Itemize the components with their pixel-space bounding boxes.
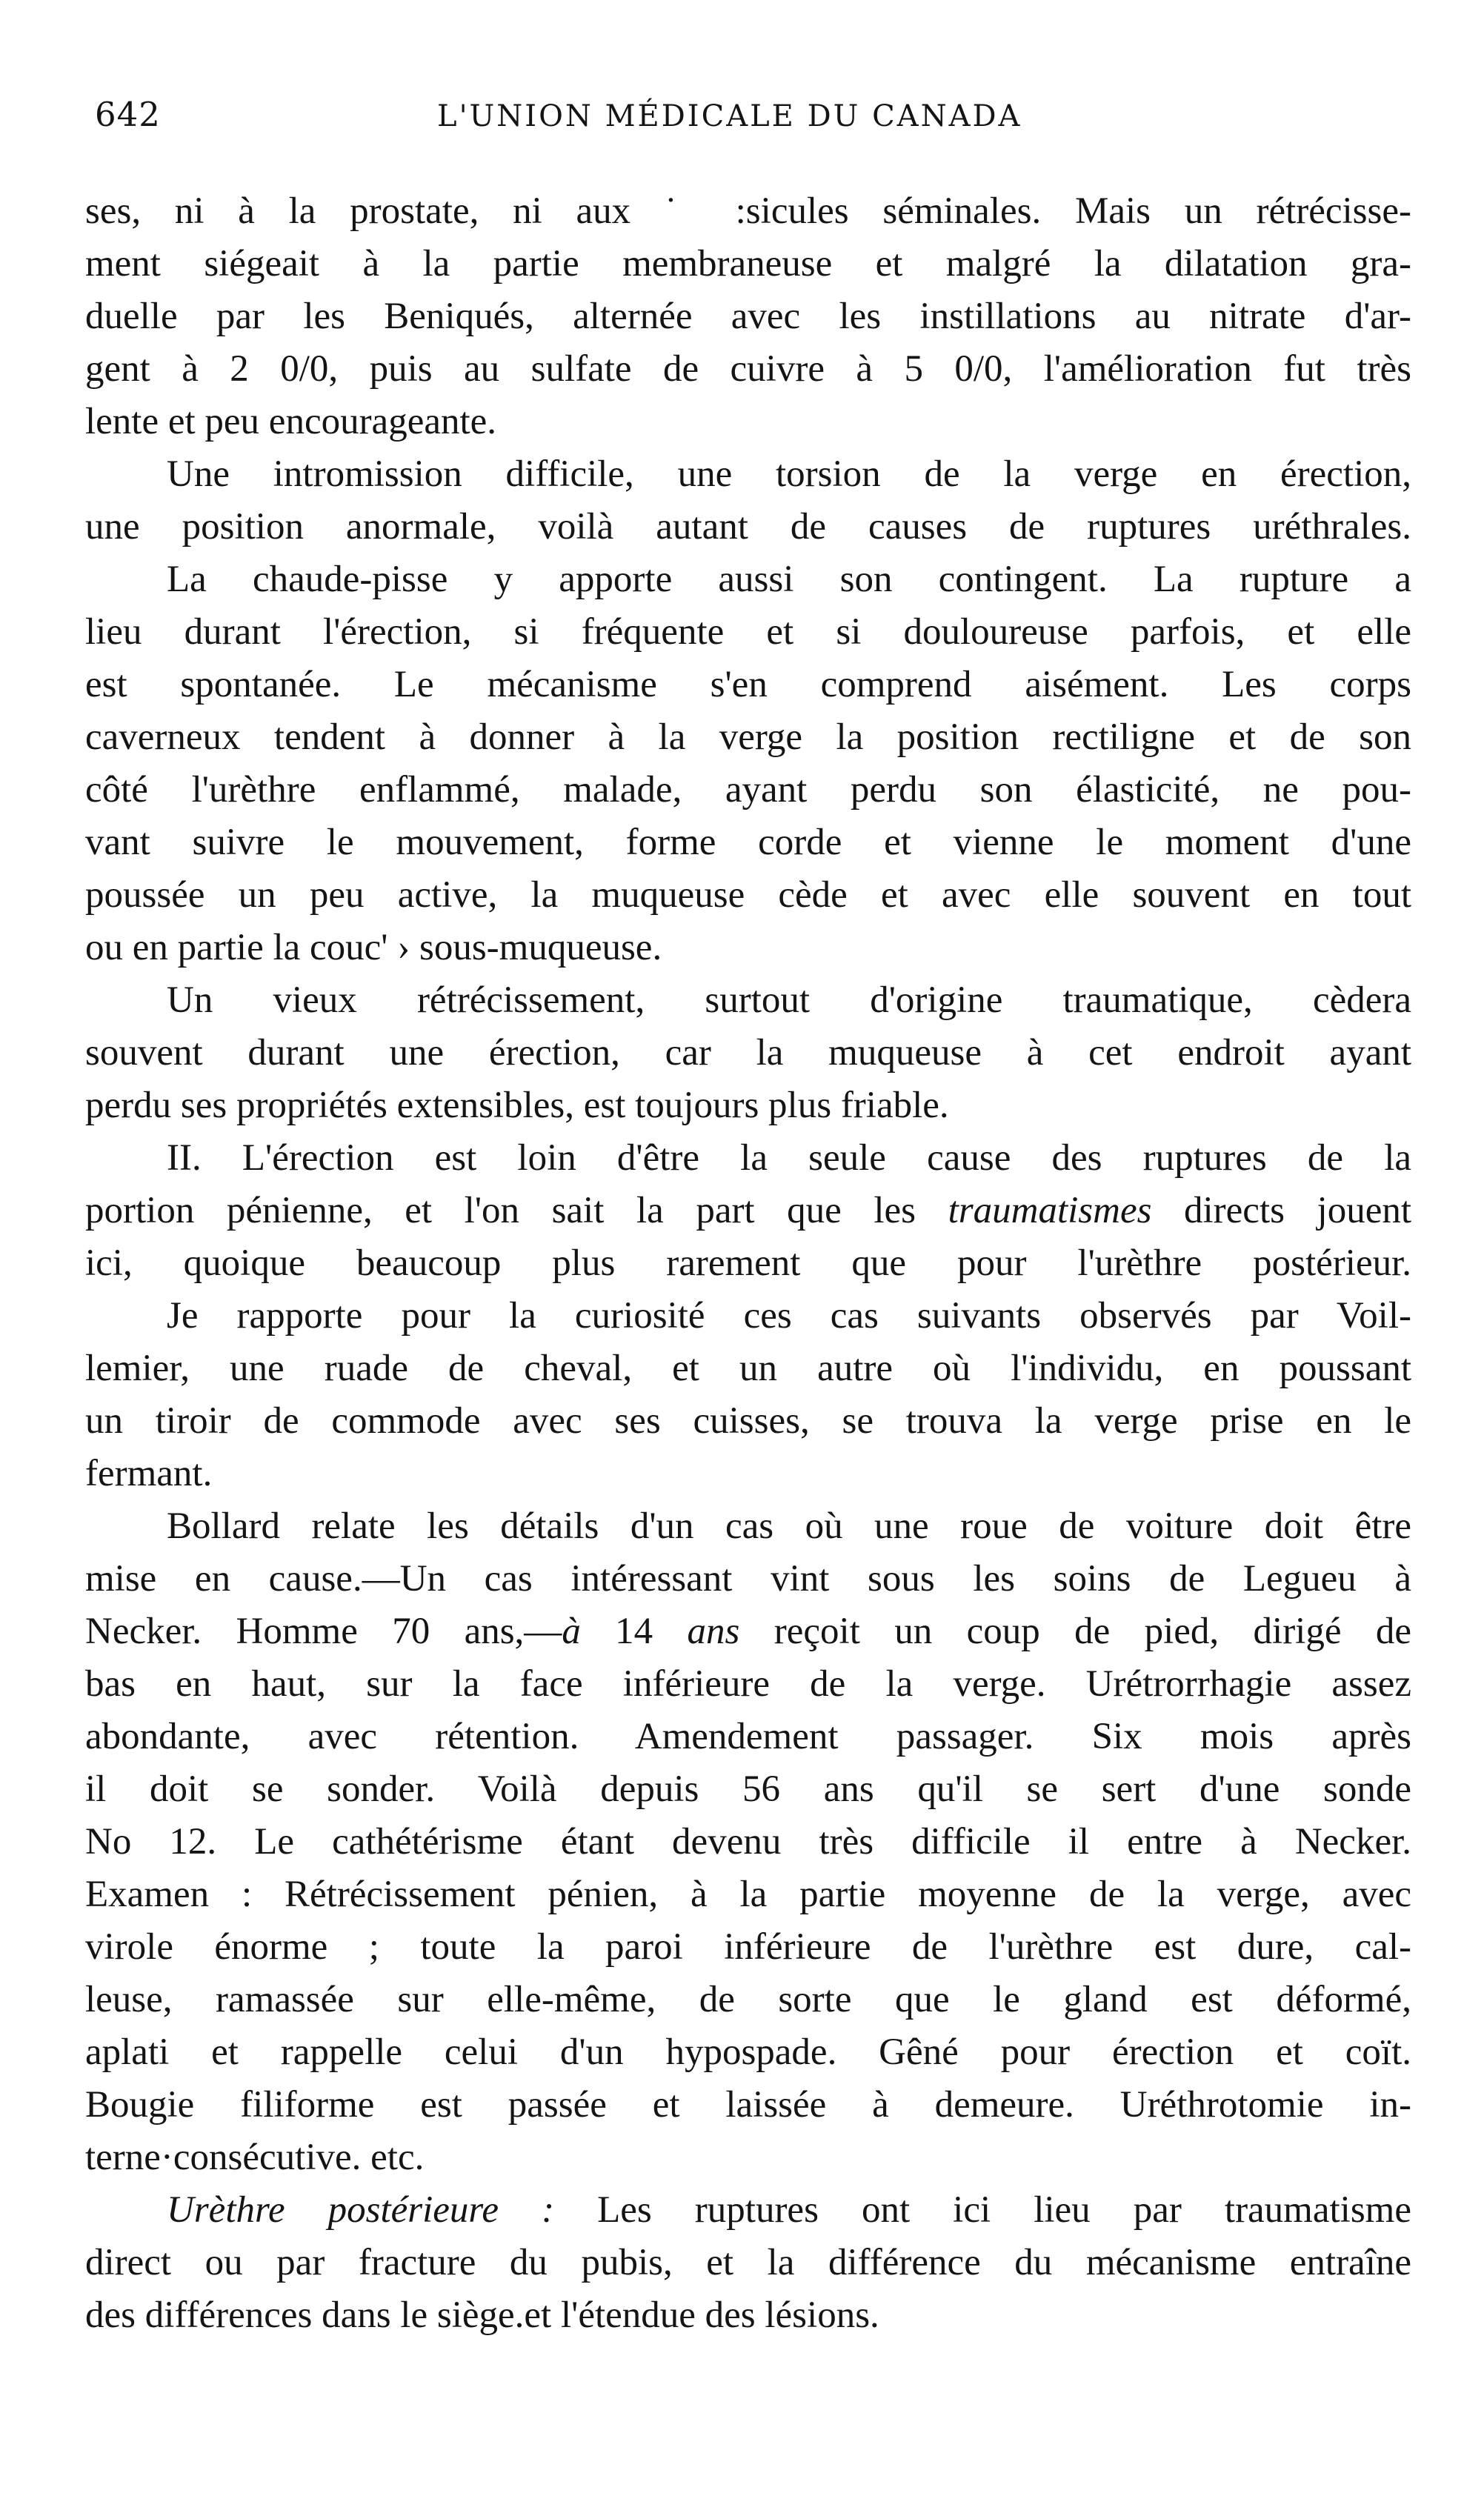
text-line: terne·consécutive. etc. bbox=[85, 2137, 425, 2178]
text-line: direct ou par fracture du pubis, et la différence du mécanisme entraîne bbox=[85, 2242, 1411, 2283]
text-line: ses, ni à la prostate, ni aux ˙ :sicules séminales. Mais un rétrécisse- bbox=[85, 190, 1411, 232]
page-number: 642 bbox=[95, 95, 161, 134]
text-line: souvent durant une érection, car la muqueuse à cet endroit ayant bbox=[85, 1032, 1411, 1074]
text-line: est spontanée. Le mécanisme s'en comprend aisément. Les corps bbox=[85, 664, 1411, 705]
italic-text: Urèthre postérieure : bbox=[167, 2189, 555, 2231]
text-line: ment siégeait à la partie membraneuse et malgré la dilatation gra- bbox=[85, 243, 1411, 284]
text-line: vant suivre le mouvement, forme corde et vienne le moment d'une bbox=[85, 822, 1411, 863]
text-line: leuse, ramassée sur elle-même, de sorte que le gland est déformé, bbox=[85, 1979, 1411, 2020]
text-line: une position anormale, voilà autant de causes de ruptures uréthrales. bbox=[85, 506, 1411, 547]
text-line: lemier, une ruade de cheval, et un autre où l'individu, en poussant bbox=[85, 1348, 1411, 1389]
text-line: mise en cause.—Un cas intéressant vint sous les soins de Legueu à bbox=[85, 1558, 1411, 1600]
text-line: il doit se sonder. Voilà depuis 56 ans qu'il se sert d'une sonde bbox=[85, 1768, 1411, 1810]
text-line: Une intromission difficile, une torsion de la verge en érection, bbox=[167, 453, 1411, 495]
italic-text: à bbox=[562, 1611, 581, 1652]
text-line: Necker. Homme 70 ans,—à 14 ans reçoit un coup de pied, dirigé de bbox=[85, 1611, 1411, 1652]
text-line: No 12. Le cathétérisme étant devenu très difficile il entre à Necker. bbox=[85, 1821, 1411, 1863]
text-line: ici, quoique beaucoup plus rarement que pour l'urèthre postérieur. bbox=[85, 1242, 1411, 1284]
text-line: ou en partie la couc' › sous-muqueuse. bbox=[85, 927, 662, 968]
page-header bbox=[89, 95, 1415, 139]
text-line: côté l'urèthre enflammé, malade, ayant perdu son élasticité, ne pou- bbox=[85, 769, 1411, 811]
text-line: portion pénienne, et l'on sait la part que les traumatismes directs jouent bbox=[85, 1190, 1411, 1231]
text-line: Urèthre postérieure : Les ruptures ont ici lieu par traumatisme bbox=[167, 2189, 1411, 2231]
body-text bbox=[85, 185, 1411, 2342]
text-line: caverneux tendent à donner à la verge la position rectiligne et de son bbox=[85, 716, 1411, 758]
text-line: Examen : Rétrécissement pénien, à la partie moyenne de la verge, avec bbox=[85, 1874, 1411, 1915]
italic-text: ans bbox=[687, 1611, 740, 1652]
italic-text: traumatismes bbox=[948, 1190, 1152, 1231]
text-line: virole énorme ; toute la paroi inférieure de l'urèthre est dure, cal- bbox=[85, 1926, 1411, 1968]
text-line: aplati et rappelle celui d'un hypospade. Gêné pour érection et coït. bbox=[85, 2031, 1411, 2073]
text-line: abondante, avec rétention. Amendement passager. Six mois après bbox=[85, 1716, 1411, 1757]
text-line: un tiroir de commode avec ses cuisses, se trouva la verge prise en le bbox=[85, 1400, 1411, 1442]
text-line: Bougie filiforme est passée et laissée à demeure. Uréthrotomie in- bbox=[85, 2084, 1411, 2126]
text-line: lieu durant l'érection, si fréquente et si douloureuse parfois, et elle bbox=[85, 611, 1411, 653]
text-line: La chaude-pisse y apporte aussi son contingent. La rupture a bbox=[167, 559, 1411, 600]
text-line: II. L'érection est loin d'être la seule cause des ruptures de la bbox=[167, 1137, 1411, 1179]
text-line: lente et peu encourageante. bbox=[85, 401, 497, 442]
text-line: duelle par les Beniqués, alternée avec les instillations au nitrate d'ar- bbox=[85, 296, 1411, 337]
text-line: poussée un peu active, la muqueuse cède et avec elle souvent en tout bbox=[85, 874, 1411, 916]
text-line: Un vieux rétrécissement, surtout d'origine traumatique, cèdera bbox=[167, 979, 1411, 1021]
text-line: des différences dans le siège.et l'étendue des lésions. bbox=[85, 2294, 879, 2336]
text-line: Je rapporte pour la curiosité ces cas suivants observés par Voil- bbox=[167, 1295, 1411, 1337]
running-title: L'UNION MÉDICALE DU CANADA bbox=[437, 99, 1022, 133]
text-line: bas en haut, sur la face inférieure de la verge. Urétrorrhagie assez bbox=[85, 1663, 1411, 1705]
text-line: fermant. bbox=[85, 1453, 213, 1494]
text-line: perdu ses propriétés extensibles, est toujours plus friable. bbox=[85, 1085, 949, 1126]
text-line: gent à 2 0/0, puis au sulfate de cuivre à 5 0/0, l'amélioration fut très bbox=[85, 348, 1411, 390]
text-line: Bollard relate les détails d'un cas où une roue de voiture doit être bbox=[167, 1505, 1411, 1547]
